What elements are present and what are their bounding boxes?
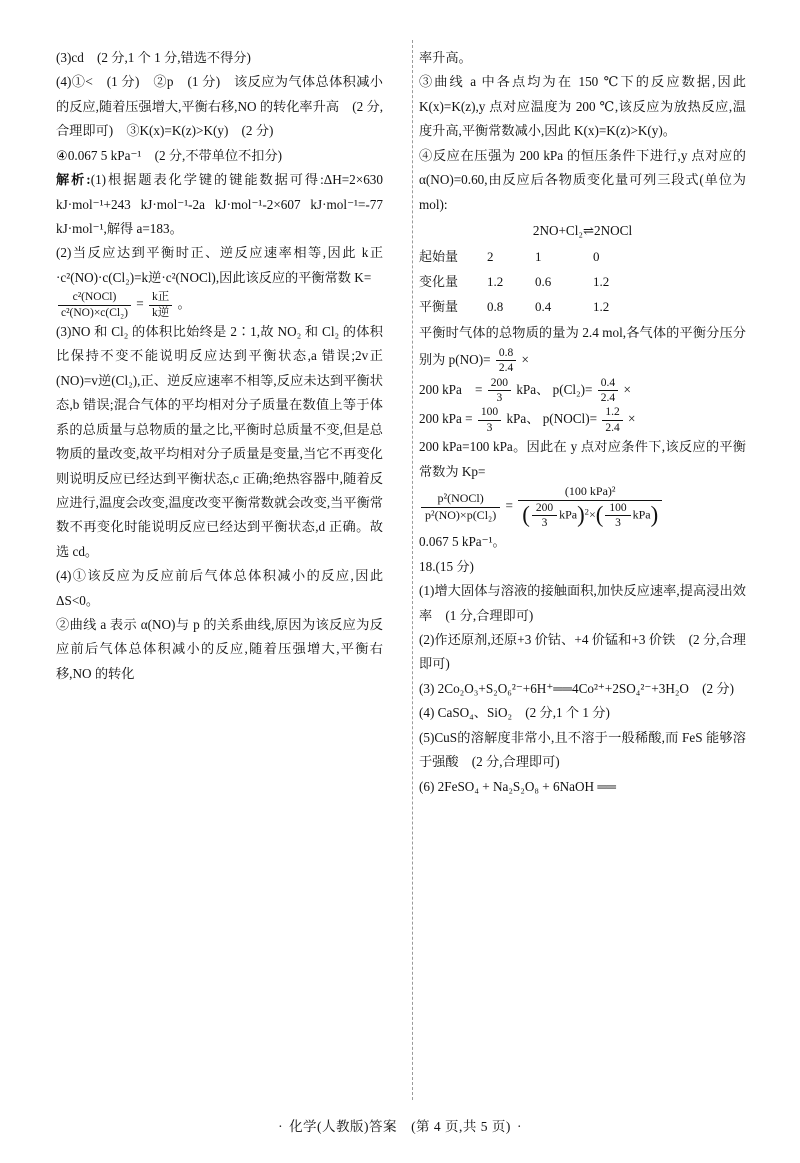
kpa-unit-2: kPa、 bbox=[506, 411, 540, 427]
change-cl2: 0.6 bbox=[535, 274, 552, 290]
times-symbol-2: × bbox=[623, 381, 631, 397]
change-no: 1.2 bbox=[487, 274, 504, 290]
p-cl2-label: p(Cl₂)= bbox=[552, 381, 593, 397]
fraction-100-denominator: 3 bbox=[486, 421, 493, 434]
fraction-100-over-3 bbox=[478, 405, 501, 435]
left-column bbox=[56, 46, 383, 1101]
fraction-cl2 bbox=[598, 376, 618, 406]
fraction-no-denominator: 2.4 bbox=[498, 362, 514, 375]
footer-left-dot: · bbox=[278, 1119, 284, 1134]
row-label-change: 变化量 bbox=[419, 274, 459, 290]
kp-right-fraction bbox=[518, 484, 662, 530]
fraction-200-numerator: 200 bbox=[488, 376, 511, 391]
k-period: 。 bbox=[177, 296, 191, 312]
k-left-denominator: c²(NO)×c(Cl₂) bbox=[61, 306, 128, 319]
answer-18-4: (4) CaSO₄、SiO₂ (2 分,1 个 1 分) bbox=[419, 705, 610, 721]
fraction-200-denominator: 3 bbox=[496, 391, 503, 404]
analysis-1-text: (1)根据题表化学键的键能数据可得:ΔH=2×630 kJ·mol⁻¹+243 kJ·mol⁻¹-2a kJ·mol⁻¹-2×607 kJ·mol⁻¹=-77 kJ·mol⁻¹,解得 a=183。 bbox=[56, 172, 383, 236]
kp-den-b-num: 100 bbox=[605, 501, 630, 516]
three-segment-row-equilibrium bbox=[419, 295, 746, 320]
footer-right-dot: · bbox=[516, 1119, 522, 1134]
kpa-unit-1: kPa、 bbox=[516, 381, 550, 397]
kp-den-times: × bbox=[588, 507, 596, 522]
row-label-equilibrium: 平衡量 bbox=[419, 298, 459, 314]
answer-18-5: (5)CuS的溶解度非常小,且不溶于一般稀酸,而 FeS 能够溶于强酸 (2 分,合理即可) bbox=[419, 729, 746, 770]
equilibrium-nocl: 1.2 bbox=[593, 298, 610, 314]
k-right-denominator: k逆 bbox=[151, 306, 170, 319]
initial-no: 2 bbox=[487, 249, 494, 265]
fraction-nocl-numerator: 1.2 bbox=[602, 405, 622, 420]
kp-den-a-num: 200 bbox=[532, 501, 557, 516]
answer-18-6: (6) 2FeSO₄ + Na₂S₂O₈ + 6NaOH ══ bbox=[419, 778, 617, 794]
analysis-item3: ③曲线 a 中各点均为在 150 ℃下的反应数据,因此 K(x)=K(z),y 点对应温度为 200 ℃,该反应为放热反应,温度升高,平衡常数减小,因此 K(x)=K(z)>K(y)。 bbox=[419, 74, 746, 139]
analysis-paragraph-4a: (4)①该反应为反应前后气体总体积减小的反应,因此 ΔS<0。 bbox=[56, 568, 383, 608]
answer-18-1: (1)增大固体与溶液的接触面积,加快反应速率,提高浸出效率 (1 分,合理即可) bbox=[419, 583, 746, 623]
kp-den-fraction-a bbox=[532, 501, 557, 531]
kp-den-a-unit: kPa bbox=[559, 507, 578, 522]
three-segment-table bbox=[419, 245, 746, 319]
question-18-heading: 18.(15 分) bbox=[419, 558, 474, 574]
k-expression-right-fraction bbox=[149, 290, 172, 320]
kp-left-denominator: p²(NO)×p(Cl₂) bbox=[425, 507, 497, 522]
analysis-paragraph-4b: ②曲线 a 表示 α(NO)与 p 的关系曲线,原因为该反应为反应前后气体总体积减小的反应,随着压强增大,平衡右移,NO 的转化 bbox=[56, 617, 383, 681]
page-footer bbox=[0, 1115, 800, 1135]
fraction-100-numerator: 100 bbox=[478, 405, 501, 420]
k-expression-left-fraction bbox=[58, 290, 131, 320]
open-paren-2: ( bbox=[595, 502, 604, 528]
right-continuation-text: 率升高。 bbox=[419, 50, 472, 65]
answer-18-3: (3) 2Co₂O₃+S₂O₆²⁻+6H⁺══4Co²⁺+2SO₄²⁻+3H₂O (2 分) bbox=[419, 680, 735, 696]
kp-expression bbox=[419, 484, 746, 530]
fraction-cl2-denominator: 2.4 bbox=[600, 391, 616, 404]
two-column-body bbox=[56, 46, 746, 1101]
partial-pressure-text: 平衡时气体的总物质的量为 2.4 mol,各气体的平衡分压分别为 p(NO)= bbox=[419, 325, 746, 367]
analysis-item4: ④反应在压强为 200 kPa 的恒压条件下进行,y 点对应的 α(NO)=0.60,由反应后各物质变化量可列三段式(单位为 mol): bbox=[419, 147, 746, 212]
close-paren-2: ) bbox=[650, 502, 659, 528]
analysis-2-formula bbox=[56, 290, 383, 320]
three-segment-row-initial bbox=[419, 245, 746, 270]
kp-den-b-unit: kPa bbox=[632, 507, 651, 522]
kp-right-denominator bbox=[518, 501, 662, 531]
kp-left-fraction bbox=[421, 491, 500, 523]
times-symbol-1: × bbox=[521, 351, 529, 367]
times-symbol-3: × bbox=[628, 411, 636, 427]
kp-result: 0.067 5 kPa⁻¹。 bbox=[419, 534, 506, 550]
analysis-label: 解析: bbox=[56, 172, 91, 188]
analysis-paragraph-1 bbox=[56, 168, 383, 241]
kp-den-a-den: 3 bbox=[541, 516, 548, 529]
open-paren-1: ( bbox=[522, 502, 530, 528]
equilibrium-no: 0.8 bbox=[487, 298, 504, 314]
fraction-cl2-numerator: 0.4 bbox=[598, 376, 618, 391]
kp-den-a-exponent: 2 bbox=[584, 505, 589, 516]
footer-page-number: (第 4 页,共 5 页) bbox=[411, 1119, 511, 1134]
pressure-line-1 bbox=[419, 376, 746, 406]
fraction-nocl-denominator: 2.4 bbox=[605, 421, 620, 434]
three-segment-row-change bbox=[419, 270, 746, 295]
fraction-nocl bbox=[602, 405, 622, 435]
fraction-200-over-3 bbox=[488, 376, 511, 406]
kp-den-fraction-b bbox=[605, 501, 630, 531]
fraction-no bbox=[496, 346, 516, 376]
reaction-equation: 2NO+Cl₂⇌2NOCl bbox=[532, 222, 633, 238]
initial-cl2: 1 bbox=[535, 249, 542, 265]
k-right-numerator: k正 bbox=[149, 290, 172, 305]
fraction-no-numerator: 0.8 bbox=[496, 346, 516, 361]
k-left-numerator: c²(NOCl) bbox=[58, 290, 131, 305]
right-column bbox=[419, 46, 746, 1101]
pressure-200-label-1: 200 kPa = bbox=[419, 381, 483, 397]
kp-intro-text: 200 kPa=100 kPa。因此在 y 点对应条件下,该反应的平衡常数为 Kp= bbox=[419, 439, 746, 479]
change-nocl: 1.2 bbox=[593, 274, 610, 290]
answer-18-2: (2)作还原剂,还原+3 价钴、+4 价锰和+3 价铁 (2 分,合理即可) bbox=[419, 631, 746, 672]
answer-4: (4)①< (1 分) ②p (1 分) 该反应为气体总体积减小的反应,随着压强增大,平衡右移,NO 的转化率升高 (2 分,合理即可) ③K(x)=K(z)>K(y) (2 分) bbox=[56, 74, 383, 139]
footer-title: 化学(人教版)答案 bbox=[289, 1119, 398, 1134]
p-nocl-label: p(NOCl)= bbox=[542, 411, 598, 427]
partial-pressure-intro bbox=[419, 321, 746, 375]
analysis-paragraph-2 bbox=[56, 241, 383, 290]
kp-den-b-den: 3 bbox=[615, 516, 621, 529]
analysis-2-text: (2)当反应达到平衡时正、逆反应速率相等,因此 k正·c²(NO)·c(Cl₂)=k逆·c²(NOCl),因此该反应的平衡常数 K= bbox=[56, 245, 383, 285]
answer-4-item4: ④0.067 5 kPa⁻¹ (2 分,不带单位不扣分) bbox=[56, 147, 283, 163]
kp-right-numerator: (100 kPa)² bbox=[518, 484, 662, 501]
equilibrium-cl2: 0.4 bbox=[535, 298, 552, 314]
close-paren-1: ) bbox=[577, 502, 585, 528]
k-equals-sign: = bbox=[136, 296, 144, 312]
row-label-initial: 起始量 bbox=[419, 249, 459, 265]
kp-equals-sign: = bbox=[505, 498, 513, 514]
pressure-line-2 bbox=[419, 405, 746, 435]
initial-nocl: 0 bbox=[593, 249, 600, 265]
kp-left-numerator: p²(NOCl) bbox=[421, 491, 500, 508]
answer-3cd: (3)cd (2 分,1 个 1 分,错选不得分) bbox=[56, 50, 251, 65]
pressure-200-label-2: 200 kPa = bbox=[419, 411, 473, 427]
analysis-paragraph-3: (3)NO 和 Cl₂ 的体积比始终是 2∶1,故 NO₂ 和 Cl₂ 的体积比保持不变不能说明反应达到平衡状态,a 错误;2v正(NO)=v逆(Cl₂),正、逆反应速率不相等,反应未达到平衡状态,b 错误;混合气体的平均相对分子质量在数值上等于体系的总质量与总物质的量之比,平衡时总质量不变,但是总物质的量改变,故平均相对分子质量是变量,当它不再变化则说明反应已经达到平衡状态,c 正确;绝热容器中,随着反应进行,温度会改变,温度改变平衡常数就会改变,当平衡常数不再变化时能说明反应已经达到平衡状态,d 正确。故选 cd。 bbox=[56, 323, 383, 559]
